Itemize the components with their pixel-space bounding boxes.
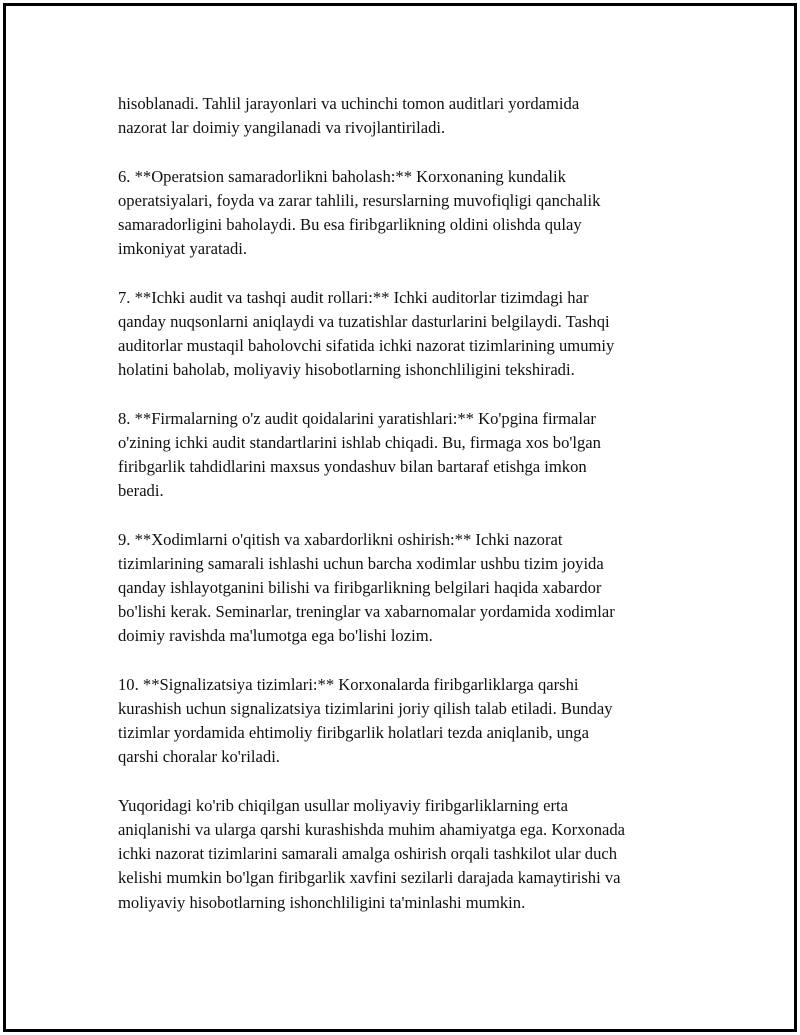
text-line: 9. **Xodimlarni o'qitish va xabardorlikni oshirish:** Ichki nazorat xyxy=(118,529,563,549)
text-line: aniqlanishi va ularga qarshi kurashishda muhim ahamiyatga ega. Korxonada xyxy=(118,820,626,839)
text-line: auditorlar mustaqil baholovchi sifatida ichki nazorat tizimlarining umumiy xyxy=(118,336,615,355)
text-line: operatsiyalari, foyda va zarar tahlili, resurslarning muvofiqligi qanchalik xyxy=(118,190,601,210)
document-body xyxy=(118,92,684,939)
text-line: hisoblanadi. Tahlil jarayonlari va uchinchi tomon auditlari yordamida xyxy=(118,94,580,113)
text-line: o'zining ichki audit standartlarini ishlab chiqadi. Bu, firmaga xos bo'lgan xyxy=(118,432,601,452)
text-line: tizimlar yordamida ehtimoliy firibgarlik holatlari tezda aniqlanib, unga xyxy=(118,723,589,743)
paragraph-conclusion xyxy=(118,794,684,915)
text-line: doimiy ravishda ma'lumotga ega bo'lishi lozim. xyxy=(118,626,433,646)
text-line: tizimlarining samarali ishlashi uchun barcha xodimlar ushbu tizim joyida xyxy=(118,553,604,573)
text-line: kurashish uchun signalizatsiya tizimlarini joriy qilish talab etiladi. Bunday xyxy=(118,699,613,718)
paragraph-item-10 xyxy=(118,673,684,770)
text-line: Yuqoridagi ko'rib chiqilgan usullar moliyaviy firibgarliklarning erta xyxy=(118,795,568,815)
text-line: kelishi mumkin bo'lgan firibgarlik xavfini sezilarli darajada kamaytirishi va xyxy=(118,868,621,888)
text-line: beradi. xyxy=(118,481,164,501)
text-line: qanday ishlayotganini bilishi va firibgarlikning belgilari haqida xabardor xyxy=(118,578,602,597)
text-line: moliyaviy hisobotlarning ishonchliligini ta'minlashi mumkin. xyxy=(118,892,526,912)
paragraph-item-6 xyxy=(118,165,684,262)
text-line: bo'lishi kerak. Seminarlar, treninglar va xabarnomalar yordamida xodimlar xyxy=(118,602,615,622)
text-line: imkoniyat yaratadi. xyxy=(118,239,248,259)
text-line: firibgarlik tahdidlarini maxsus yondashuv bilan bartaraf etishga imkon xyxy=(118,457,587,476)
text-line: qanday nuqsonlarni aniqlaydi va tuzatishlar dasturlarini belgilaydi. Tashqi xyxy=(118,311,610,331)
text-line: 7. **Ichki audit va tashqi audit rollari:** Ichki auditorlar tizimdagi har xyxy=(118,287,589,307)
text-line: qarshi choralar ko'riladi. xyxy=(118,747,280,767)
text-line: 8. **Firmalarning o'z audit qoidalarini yaratishlari:** Ko'pgina firmalar xyxy=(118,408,596,428)
text-line: samaradorligini baholaydi. Bu esa firibgarlikning oldini olishda qulay xyxy=(118,215,582,234)
text-line: holatini baholab, moliyaviy hisobotlarning ishonchliligini tekshiradi. xyxy=(118,360,575,380)
paragraph-item-8 xyxy=(118,407,684,504)
text-line: 6. **Operatsion samaradorlikni baholash:** Korxonaning kundalik xyxy=(118,166,566,186)
text-line: ichki nazorat tizimlarini samarali amalga oshirish orqali tashkilot ular duch xyxy=(118,844,618,864)
paragraph-item-9 xyxy=(118,528,684,649)
paragraph-item-7 xyxy=(118,286,684,383)
text-line: nazorat lar doimiy yangilanadi va rivojlantiriladi. xyxy=(118,118,446,138)
text-line: 10. **Signalizatsiya tizimlari:** Korxonalarda firibgarliklarga qarshi xyxy=(118,674,579,694)
paragraph-intro-continuation xyxy=(118,92,684,140)
